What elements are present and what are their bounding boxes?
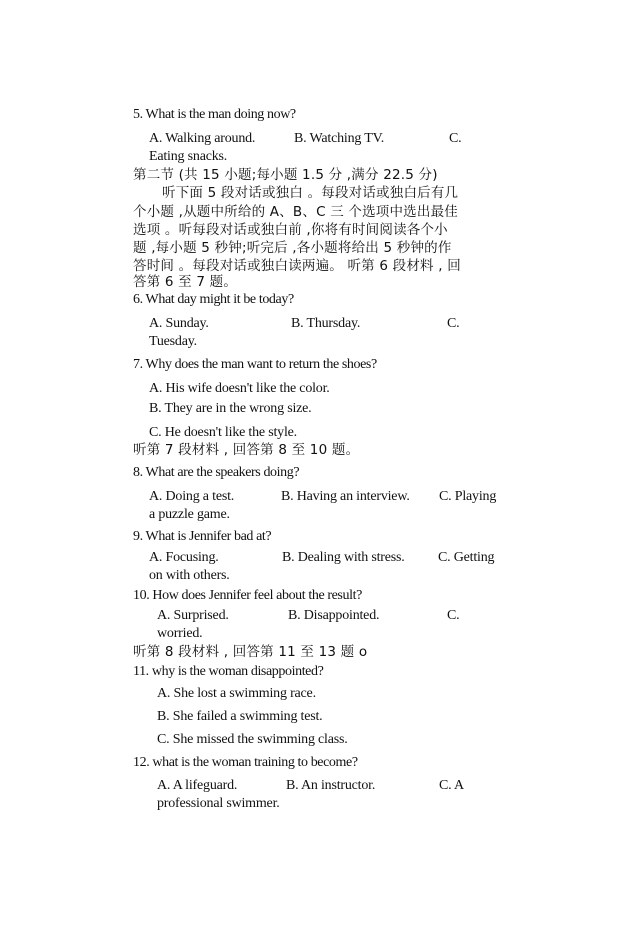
section-7-instruction: 听第 7 段材料 , 回答第 8 至 10 题。	[133, 442, 360, 458]
q5-option-b: B. Watching TV.	[294, 131, 384, 146]
q9-option-a: A. Focusing.	[149, 550, 219, 565]
question-8-stem: 8. What are the speakers doing?	[133, 465, 300, 480]
question-5-stem: 5. What is the man doing now?	[133, 107, 296, 122]
q10-option-a: A. Surprised.	[157, 608, 229, 623]
q10-option-c-text: worried.	[157, 626, 203, 641]
q11-option-b: B. She failed a swimming test.	[157, 709, 323, 724]
question-10-stem: 10. How does Jennifer feel about the result?	[133, 588, 362, 603]
section-2-heading: 第二节 (共 15 小题;每小题 1.5 分 ,满分 22.5 分)	[133, 167, 438, 183]
question-12-stem: 12. what is the woman training to become?	[133, 755, 358, 770]
q12-option-c-label: C. A	[439, 778, 464, 793]
q12-option-c-text: professional swimmer.	[157, 796, 280, 811]
q8-option-b: B. Having an interview.	[281, 489, 410, 504]
q6-option-a: A. Sunday.	[149, 316, 209, 331]
q10-option-c-label: C.	[447, 608, 460, 623]
q9-option-b: B. Dealing with stress.	[282, 550, 405, 565]
q7-option-b: B. They are in the wrong size.	[149, 401, 312, 416]
instructions-line-4: 题 ,每小题 5 秒钟;听完后 ,各小题将给出 5 秒钟的作	[133, 240, 452, 256]
question-9-stem: 9. What is Jennifer bad at?	[133, 529, 272, 544]
q5-option-c-text: Eating snacks.	[149, 149, 228, 164]
question-11-stem: 11. why is the woman disappointed?	[133, 664, 324, 679]
instructions-line-5: 答时间 。每段对话或独白读两遍。 听第 6 段材料 , 回	[133, 258, 461, 274]
q11-option-a: A. She lost a swimming race.	[157, 686, 316, 701]
instructions-line-6: 答第 6 至 7 题。	[133, 274, 238, 290]
q9-option-c-text: on with others.	[149, 568, 230, 583]
q6-option-c-label: C.	[447, 316, 460, 331]
q5-option-c-label: C.	[449, 131, 462, 146]
instructions-line-2: 个小题 ,从题中所给的 A、B、C 三 个选项中选出最佳	[133, 204, 458, 220]
q10-option-b: B. Disappointed.	[288, 608, 380, 623]
instructions-line-3: 选项 。听每段对话或独白前 ,你将有时间阅读各个小	[133, 222, 448, 238]
q8-option-c-label: C. Playing	[439, 489, 497, 504]
q12-option-a: A. A lifeguard.	[157, 778, 238, 793]
q12-option-b: B. An instructor.	[286, 778, 376, 793]
question-7-stem: 7. Why does the man want to return the shoes?	[133, 357, 377, 372]
instructions-line-1: 听下面 5 段对话或独白 。每段对话或独白后有几	[162, 185, 459, 201]
question-6-stem: 6. What day might it be today?	[133, 292, 294, 307]
q7-option-c: C. He doesn't like the style.	[149, 425, 297, 440]
section-8-instruction: 听第 8 段材料 , 回答第 11 至 13 题 o	[133, 644, 368, 660]
q11-option-c: C. She missed the swimming class.	[157, 732, 348, 747]
q6-option-b: B. Thursday.	[291, 316, 361, 331]
q8-option-a: A. Doing a test.	[149, 489, 235, 504]
q8-option-c-text: a puzzle game.	[149, 507, 230, 522]
q6-option-c-text: Tuesday.	[149, 334, 197, 349]
q9-option-c-label: C. Getting	[438, 550, 495, 565]
q7-option-a: A. His wife doesn't like the color.	[149, 381, 330, 396]
q5-option-a: A. Walking around.	[149, 131, 256, 146]
